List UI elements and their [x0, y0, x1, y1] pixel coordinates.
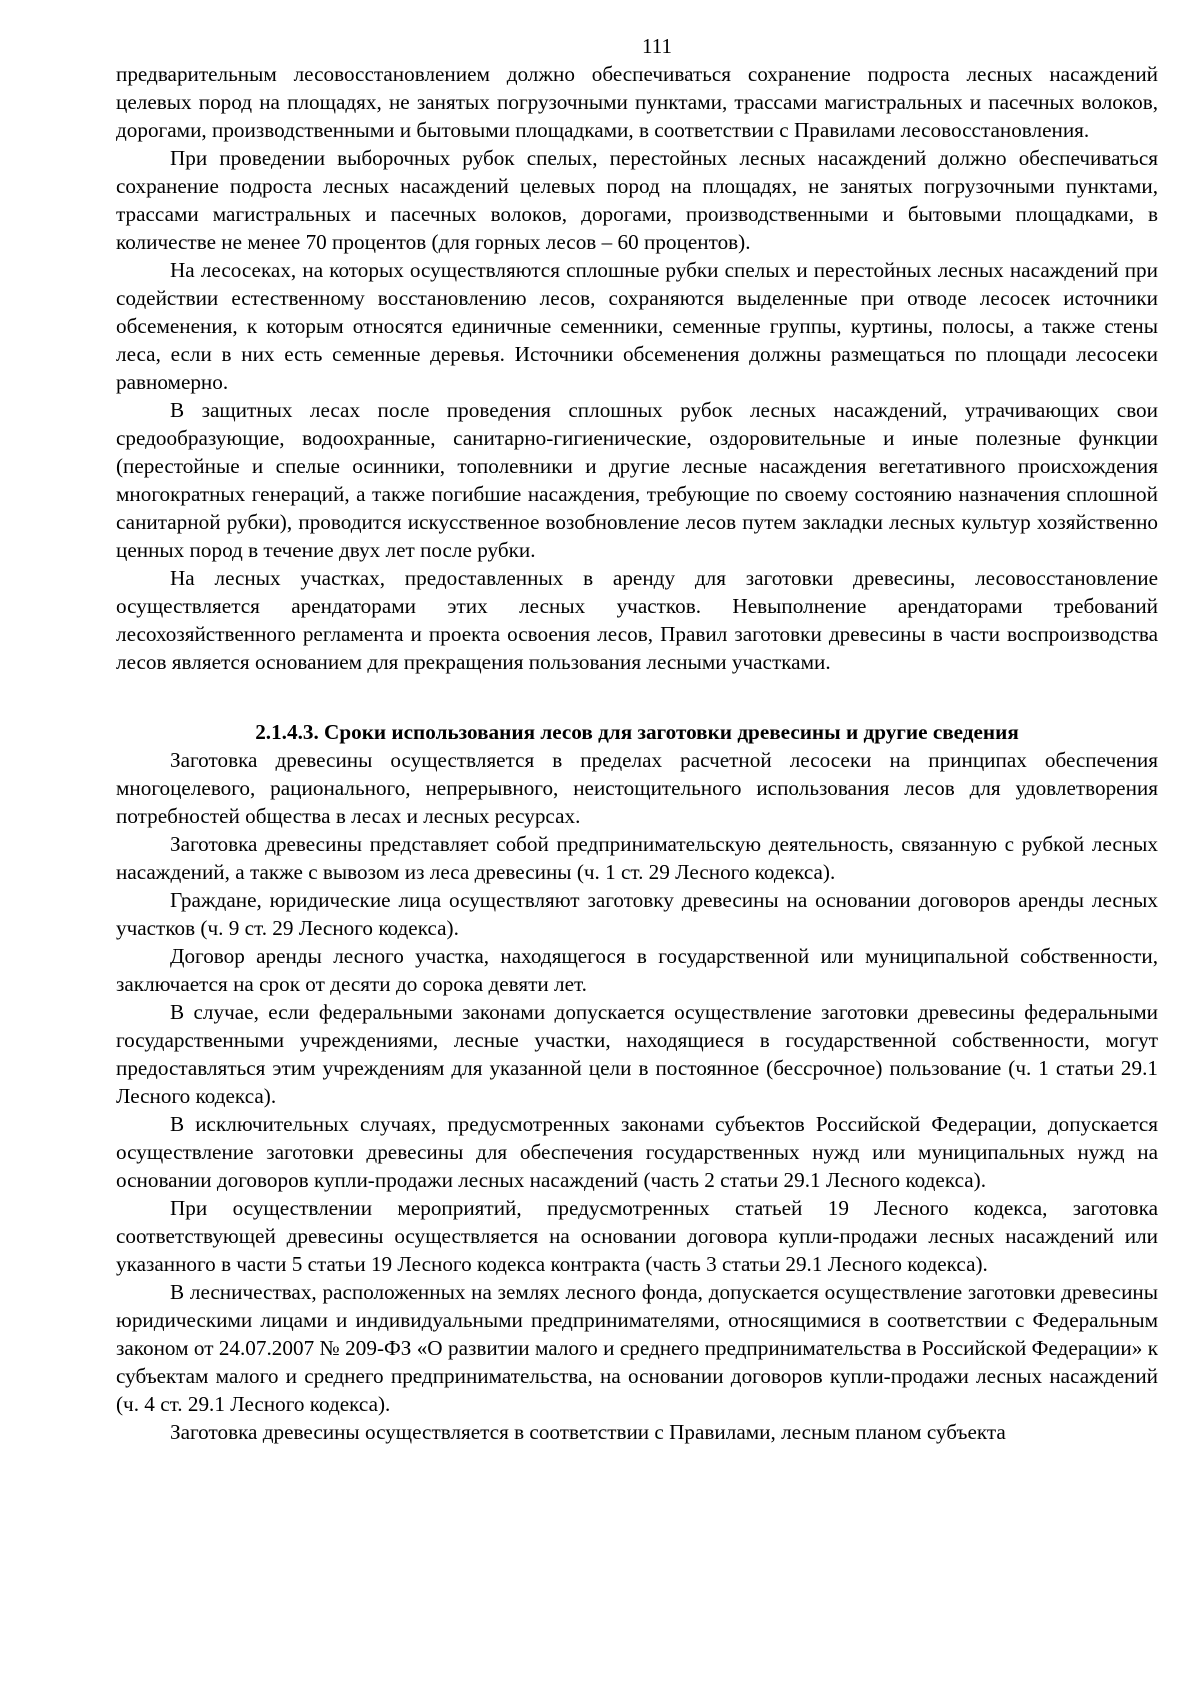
paragraph: На лесных участках, предоставленных в аренду для заготовки древесины, лесовосстановление осуществляется арендаторами этих лесных участков. Невыполнение арендаторами требований лесохозяйственного регламента и проекта освоения лесов, Правил заготовки древесины в части воспроизводства лесов является основанием для прекращения пользования лесными участками. [116, 566, 1158, 674]
paragraph: Договор аренды лесного участка, находящегося в государственной или муниципальной собственности, заключается на срок от десяти до сорока девяти лет. [116, 944, 1158, 996]
paragraph: На лесосеках, на которых осуществляются сплошные рубки спелых и перестойных лесных насаждений при содействии естественному восстановлению лесов, сохраняются выделенные при отводе лесосек источники обсеменения, к которым относятся единичные семенники, семенные группы, куртины, полосы, а также стены леса, если в них есть семенные деревья. Источники обсеменения должны размещаться по площади лесосеки равномерно. [116, 258, 1158, 394]
page-number: 111 [642, 34, 672, 58]
paragraph: Заготовка древесины осуществляется в пределах расчетной лесосеки на принципах обеспечения многоцелевого, рационального, непрерывного, неистощительного использования лесов для удовлетворения потребностей общества в лесах и лесных ресурсах. [116, 748, 1158, 828]
paragraph-truncated: Заготовка древесины осуществляется в соответствии с Правилами, лесным планом субъекта [170, 1420, 1006, 1444]
paragraph: Заготовка древесины представляет собой предпринимательскую деятельность, связанную с рубкой лесных насаждений, а также с вывозом из леса древесины (ч. 1 ст. 29 Лесного кодекса). [116, 832, 1158, 884]
paragraph: В защитных лесах после проведения сплошных рубок лесных насаждений, утрачивающих свои средообразующие, водоохранные, санитарно-гигиенические, оздоровительные и иные полезные функции (перестойные и спелые осинники, тополевники и другие лесные насаждения вегетативного происхождения многократных генераций, а также погибшие насаждения, требующие по своему состоянию назначения сплошной санитарной рубки), проводится искусственное возобновление лесов путем закладки лесных культур хозяйственно ценных пород в течение двух лет после рубки. [116, 398, 1158, 562]
document-page [116, 32, 1158, 1446]
paragraph: При проведении выборочных рубок спелых, перестойных лесных насаждений должно обеспечиваться сохранение подроста лесных насаждений целевых пород на площадях, не занятых погрузочными пунктами, трассами магистральных и пасечных волоков, дорогами, производственными и бытовыми площадками, в количестве не менее 70 процентов (для горных лесов – 60 процентов). [116, 146, 1158, 254]
paragraph: Граждане, юридические лица осуществляют заготовку древесины на основании договоров аренды лесных участков (ч. 9 ст. 29 Лесного кодекса). [116, 888, 1158, 940]
paragraph: В лесничествах, расположенных на землях лесного фонда, допускается осуществление заготовки древесины юридическими лицами и индивидуальными предпринимателями, относящимися в соответствии с Федеральным законом от 24.07.2007 № 209-ФЗ «О развитии малого и среднего предпринимательства в Российской Федерации» к субъектам малого и среднего предпринимательства, на основании договоров купли-продажи лесных насаждений (ч. 4 ст. 29.1 Лесного кодекса). [116, 1280, 1158, 1416]
section-heading: 2.1.4.3. Сроки использования лесов для заготовки древесины и другие сведения [255, 720, 1019, 744]
paragraph: При осуществлении мероприятий, предусмотренных статьей 19 Лесного кодекса, заготовка соответствующей древесины осуществляется на основании договора купли-продажи лесных насаждений или указанного в части 5 статьи 19 Лесного кодекса контракта (часть 3 статьи 29.1 Лесного кодекса). [116, 1196, 1158, 1276]
paragraph-continuation: предварительным лесовосстановлением должно обеспечиваться сохранение подроста лесных насаждений целевых пород на площадях, не занятых погрузочными пунктами, трассами магистральных и пасечных волоков, дорогами, производственными и бытовыми площадками, в соответствии с Правилами лесовосстановления. [116, 62, 1158, 142]
paragraph: В случае, если федеральными законами допускается осуществление заготовки древесины федеральными государственными учреждениями, лесные участки, находящиеся в государственной собственности, могут предоставляться этим учреждениям для указанной цели в постоянное (бессрочное) пользование (ч. 1 статьи 29.1 Лесного кодекса). [116, 1000, 1158, 1108]
paragraph: В исключительных случаях, предусмотренных законами субъектов Российской Федерации, допускается осуществление заготовки древесины для обеспечения государственных нужд или муниципальных нужд на основании договоров купли-продажи лесных насаждений (часть 2 статьи 29.1 Лесного кодекса). [116, 1112, 1158, 1192]
